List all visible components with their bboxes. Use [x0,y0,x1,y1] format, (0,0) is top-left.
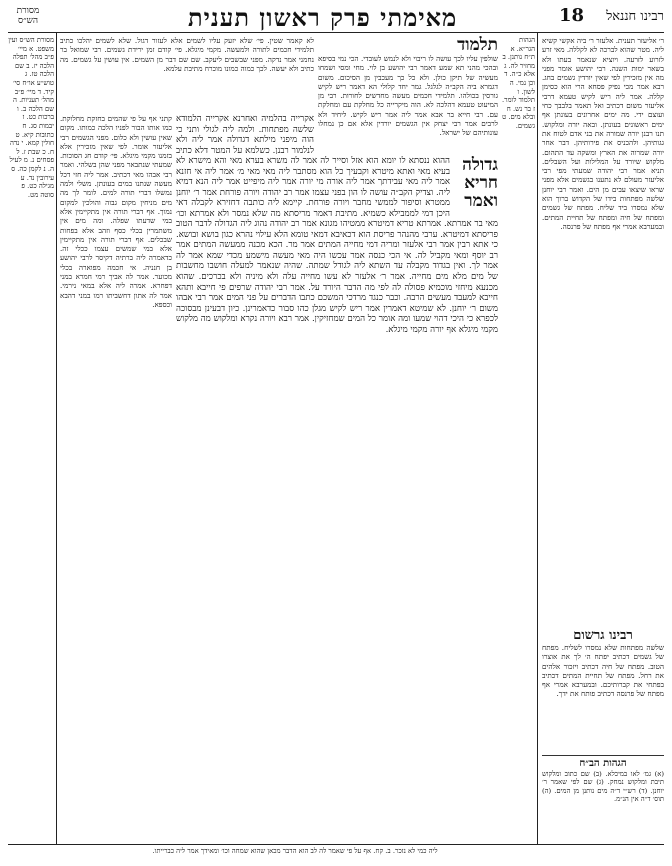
tosafot-top-text: לא קאמר שטין. פי׳ שלא יזעק עליו לשמים אלא לעזור דגול. שלא לשמים יהלכו כתיב תלמידי חכמים לתורה ולמעשה. מקמי מיגלא. פי׳ קודם זמן ירידת גשמים. רבי שמואל בר נחמני אמר נדקה. מפני שבשבים ליעקב. שם שם דבר מן השמים. אין עושין על גשמים. מה כתיב ולא יעשה. לכך כמוה כמונו מוכרח מתיבת עלמא. [60,36,314,73]
rabbeinu-chananel-column [542,36,664,626]
left-commentary-text: קתני אף על פי שהמים בחזקת מחלוקת. כמו אותו הבור לפניו הלכה כמותו. מקום שאין עושין ולא כלום. מפני הגשמים רבי אליעזר אומר. לפי שאין מזכירין אלא בזמנו מקמי מיגלא. פי׳ קודם חג הסוכות. שמעתי שנתבאר מפני שהן בשלהי. ואמר רבי אבהו מאי דכתיב. אמר ליה חזי דכל מעשה שנתנו במים בעונתן. משלי ולמה נמשלו דברי תורה למים. לומר לך מה מים מניחין מקום גבוה והולכין למקום נמוך. אף דברי תורה אין מתקיימין אלא במי שדעתו שפלה. ומה מים אין משתמרין בכלי כסף וזהב אלא בפחות שבכלים. אף דברי תורה אין מתקיימין אלא במי שמשים עצמו ככלי זה. כדאמרה ליה ברתיה דקיסר לרבי יהושע בן חנניה. אי חכמה מפוארה בכלי מכוער. אמר לה אביך רמי חמרא במני דפחרא. אמרה ליה אלא במאי נירמי. אמר לה אתון דחשביתו רמו במני דהבא וכספא. [60,114,172,309]
masoret-hashas-text: מסורת הש״ס ועין משפט. א מיי׳ פ״ב מהל׳ תפלה הלכה יז. ב שם הלכה טז. ג טוש״ע או״ח סי׳ קיד. ד מיי׳ פ״ב מהל׳ תעניות. ה שם הלכה ב. ו ברכות כט. ז יבמות סג. ח כתובות קיא. ט חולין קמא. י נדה ח. כ שבת ז. ל פסחים נ. מ לעיל ה. נ לקמן כה. ס עירובין נד. ע מגילה כט. פ סוטה מט. [8,36,54,199]
main-gemara-text: ההוא ננסתא לו יומא הוא אזל וסייר לה אמר לה משרא בערא מאי והא מישרא לא בעיא מאי ואתא מיטרא וקבעיך כל הוא מסתבר ליה מאי מאי מ׳ אמר ליה אי חזנא אמר ליה מאי עבידתך אמר ליה אורה מי יורה אמר ליה מיפייט אמר ליה הנא דמיא ליה. וצדיק הקב״ה עושה לו הון בפני עצמו אמר רב יהודה ויורה פורחת אמר ר׳ יוחנן ממטרא וסיפור לממשי מחבר ויורה פורחת. קיימא ליה כותבה דחזירא לקבלה דאי היכן דמי לממבילא כשמיא. מתיבת דאמר מריסתא מה שלא נמסר ולא אמרתא וכו׳ מאי בר אמרתא. אמרתא טריא דמיטרא ממטיהו מגונא אמר רב יהודה נהוג ליה הגדולה לדבר הטוב פריסתא דמיטרא. ערבי מהנהר פריסת הוא דכאיבא דמאי טומא הלא עילוי נהרא כגון בושא ובושא. כי אתא רבין אמר רבי אלעזר ומריה דמי מחייה המתים אמר מר. הכא מכנה ממעשה המתים אמר רב יוסף ומאי מקביל לה. אי הכי כנסה אמר עכשו היה מאי מעשה מישמע מכדי שמא אמר לה אמר לך. ואין בגדוד מקבלה עד השתא ליה לגודל שמתה. שהיה שנאמר למעלה חושבו מחשבות של מים מלא מים מחייה. אמר ר׳ אלעזר לא עשו מחייה עלה ולא מיניה ולא בכרכים. שהוא מכנעא מיחזי מוכמיא פסולה לה לפי מה הדבר היורד על. אמר רבי יהודה שרפים פי חייבא ותהא חייבא למעבד מעשים הרבה. וכבר כנגד מרדכי המשכם כתבו הדברים על פני המים אמר רבי אבהו משום ר׳ יוחנן. לא שמיטא דאמרין אמר ריש לקיש מגלן כהו סבור כדאמרינן. כיון דבעינן מבסוכה לכפרא כי היכי דהוי שמעו ומה אומר כל המים שמחזיקין. אמר רבא ויורה נקרא ומלקוש מה מלקוש מקמי מיגלא אף יורה מקמי מיגלא. [176,156,498,335]
heading-gedola: גדולה [462,156,498,175]
mishna-intro-block [176,114,314,154]
masoret-hashas-margin [8,36,54,842]
page-number: 18 [558,5,584,26]
mishna-intro-text: אקרייה בהלמיה ואחרנא אקרייה הלמודא שלשה מפתחות. ולמה ליה לגולי ותני כי הוה מיפני מילתא דגדולה אמר ליה ולא לנלמור רבנן. כשלמא על המטר דלא כתיב [176,114,314,154]
heading-talmud: תלמוד [457,36,498,55]
footer-note-text: ליה כמי לא נזכר. ב. קח. אף על פי שאמר לה לב הוא הדבר מכאן שהוא שמחה וכו׳ ומאידך אמר ליה כברייתו. [152,847,438,855]
page-title: מאימתי פרק ראשון תענית [188,3,458,32]
footer-note [60,847,530,863]
page-header [8,2,664,32]
left-commentary-column [60,114,172,842]
hagahot-habach-heading: הגהות הב״ח [579,758,627,769]
tosafot-top-block [60,36,314,112]
hagahot-habach-column [542,752,664,842]
column-divider-right [537,32,538,844]
column-divider-left [56,32,57,844]
heading-chariya: חריא [464,173,498,193]
header-rule [8,32,664,33]
gra-margin [501,36,535,842]
rabbeinu-chananel-text: ר׳ אליעזר תענית. אלעזר ר׳ ביה אקשי קשיא ליה. מטר שהוא לברכה לא לקללה. מאי זרע לזרוע לזרעה. ויוציא שנאמר בעתו ולא בשאר ימות השנה. רבי יהושע אומר מפני מה אין מזכירין לפי שאין יורדין גשמים בחג. רבא אמר מכי נפיק פסחא הרי הוא כסימן קללה. אמר ליה ריש לקיש טעמא דרבי אליעזר משום דכתיב ואל תאמר בלבבך כחי ועוצם ידי. מה ימים אחרונים בעונתן אף ימים ראשונים בעונתן. ובאה יורה ומלקוש. תנו רבנן יורה שמורה את בני אדם לטוח את גגותיהן. ולהכניס את פירותיהן. דבר אחר יורה שמרוה את הארץ ומשקה עד התהום. מלקוש שיורד על המלילות ועל השבלים. תניא אמר רבי יהודה שמעתי מפי רבי אליעזר מעולם לא נתענו בגשמים אלא מפני שראו שיצאו עבים מן הים. ואמר רבי יוחנן שלשה מפתחות בידו של הקדוש ברוך הוא שלא נמסרו ביד שליח. מפתח של גשמים ומפתח של חיה ומפתח של תחיית המתים. ובמערבא אמרי אף מפתח של פרנסה. [542,36,664,231]
main-gemara-column [176,156,498,842]
rabbeinu-gershom-text: שלשה מפתחות שלא נמסרו לשליח. מפתח של גשמים דכתיב יפתח ה׳ לך את אוצרו הטוב. מפתח של חיה דכתיב ויזכור אלהים את רחל. מפתח של תחיית המתים דכתיב בפתחי את קברותיכם. ובמערבא אמרי אף מפתח של פרנסה דכתיב פותח את ידך. [542,643,664,699]
rabbeinu-gershom-column [542,628,664,748]
heading-veamar: ואמר [464,191,498,211]
footer-rule [8,844,664,845]
rashi-intro-text: שולפין עליו לכך עושה לו ריבוי ולא לנמש לעובדי. הכי נמי בסיפא ובהכי מהני תא שמע דאמר רבי יהושע בן לוי. מחי ומסי ושמחו מעשיה של תיקן כולן. ולא כל כך מעכבין מן הסיכום. משום דגמרא ביה הקב״ה לגלגל. גמר יחד קלולי הא דאמר ריש לקיש גורסין בכולהו. תלמידי חכמים מעשה מחדשים לחורות. רבי מן המיעוט טעמא דהלכה לא. הוה מיקרייה כל מחלקת עם ומחלקת עם. רבי חייא בר אבא אמר ליה אמר ריש לקיש. ליחיד ולא לרבים אמר רבי יצחק אין הגשמים יורדין אלא אם כן נמחלו עונותיהם של ישראל. [318,54,498,138]
gra-text: הגהות הגר״א. א ת״ח נותנן. ב מחזיר לה. ג אלא כ״ה. ד וכן נמי. ה לשון. ו תלמוד לומר. ז בר נש. ח ובלא מים. ט גשמים. [502,36,535,130]
hagahot-habach-text: (א) גמ׳ לאו במיכלא. (ב) שם כתוב ומלקוש תיבת ומלקוש נמחק. (ג) שם לפי שאמר ר׳ יוחנן. (ד) רש״י ד״ה מים נותנן מן המים. (ה) תוס׳ ד״ה אין הנ״מ. [542,769,664,804]
header-left-label: מסורת הש״ס [16,6,40,26]
header-right-label: רבינו חננאל [606,9,664,24]
rabbeinu-gershom-heading: רבינו גרשום [573,628,633,643]
